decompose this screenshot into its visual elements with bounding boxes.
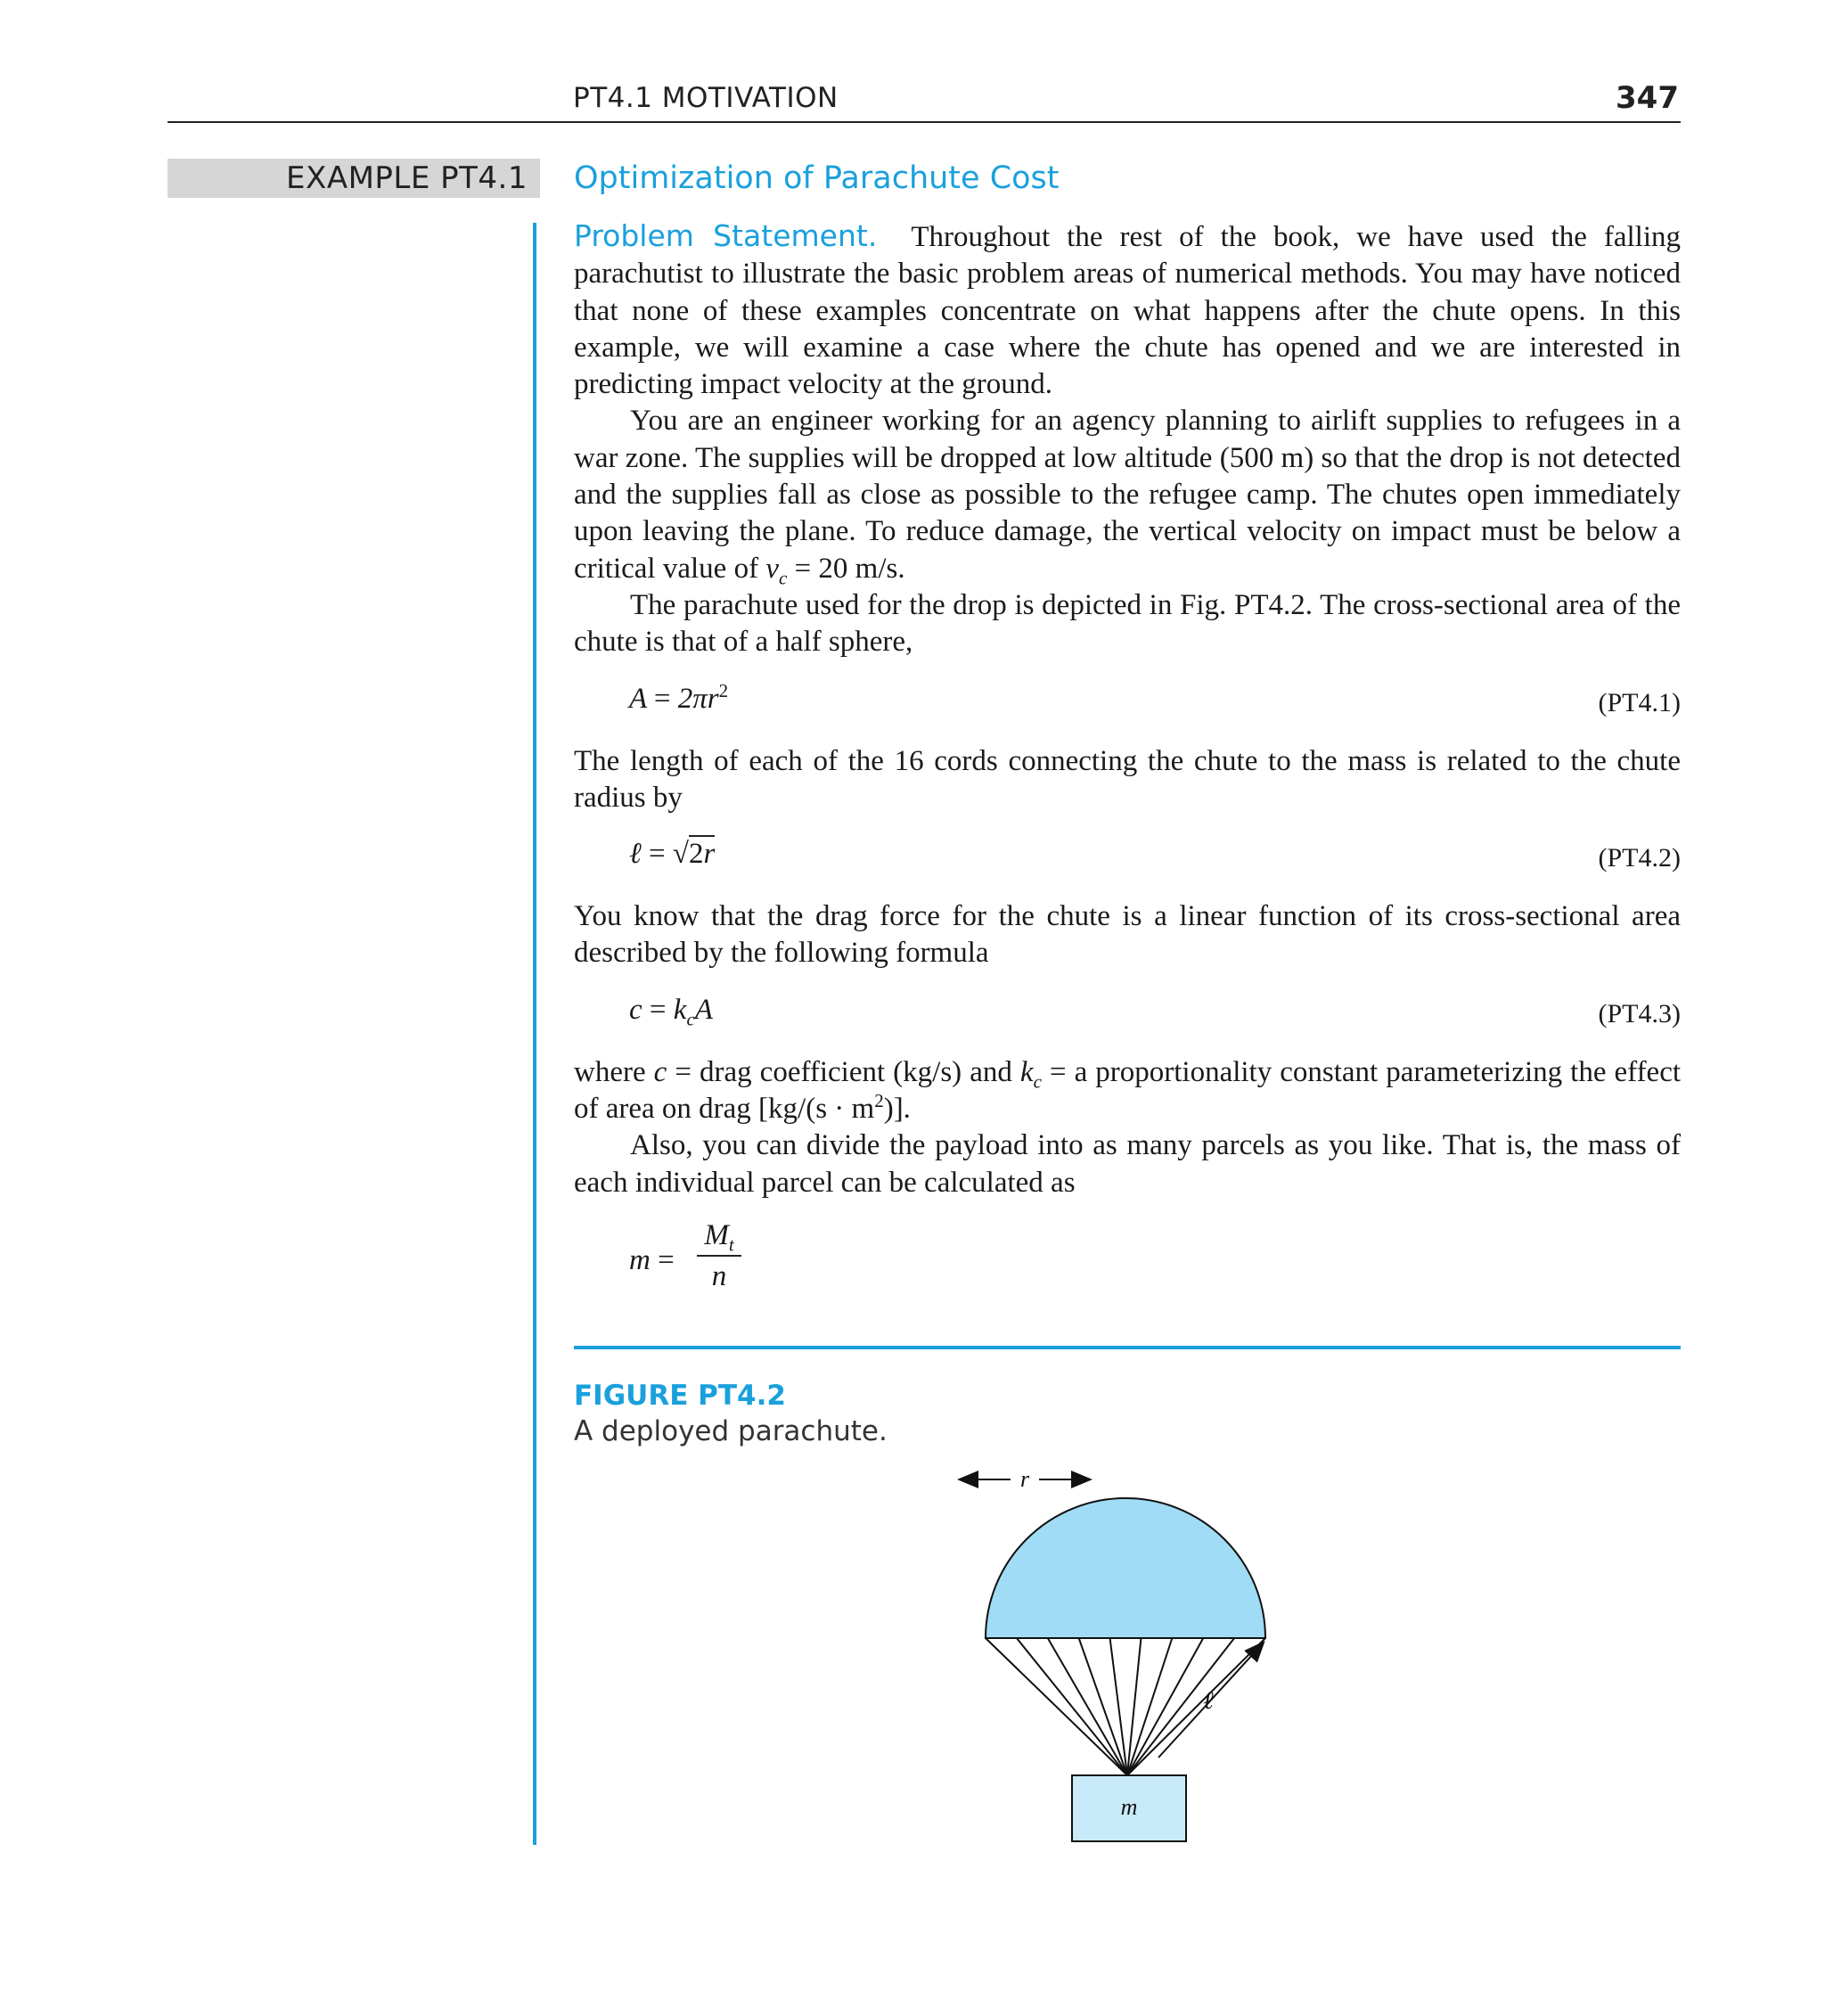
paragraph-problem-statement — [574, 217, 1681, 403]
parachute-diagram — [936, 1453, 1292, 1863]
page-number: 347 — [1616, 80, 1679, 116]
suspension-cords — [986, 1638, 1265, 1775]
suspension-cord — [1110, 1638, 1127, 1775]
figure-label: FIGURE PT4.2 — [574, 1380, 786, 1412]
paragraph-2-end: = 20 m/s. — [787, 552, 905, 585]
equation-parcel-mass-lhs: m = — [629, 1243, 675, 1276]
paragraph-5: You know that the drag force for the chute is a linear function of its cross-sectional area described by the following formula — [574, 900, 1681, 970]
paragraph-2-text: You are an engineer working for an agency planning to airlift supplies to refugees in a war zone. The supplies will be dropped at low altitude (500 m) so that the drop is not detected and the supplies fall as close as possible to the refugee camp. The chutes open immediately upon leaving the plane. To reduce damage, the vertical velocity on impact must be below a critical value of — [574, 405, 1681, 585]
equation-parcel-mass-fraction: $\frac{M_t}{n}$ — [697, 1216, 741, 1296]
example-label-box — [168, 159, 540, 198]
suspension-cord — [1127, 1638, 1234, 1775]
mass-label: m — [1120, 1794, 1138, 1820]
paragraph-3: The parachute used for the drop is depicted in Fig. PT4.2. The cross-sectional area of the chute is that of a half sphere, — [574, 588, 1681, 659]
equation-pt4-3-number: (PT4.3) — [1598, 998, 1681, 1028]
paragraph-7: Also, you can divide the payload into as many parcels as you like. That is, the mass of each individual parcel can be calculated as — [574, 1129, 1681, 1199]
critical-velocity-symbol: $v_c$ — [765, 552, 788, 589]
example-title: Optimization of Parachute Cost — [574, 160, 1060, 196]
example-side-rule — [533, 223, 536, 1845]
figure-caption: A deployed parachute. — [574, 1415, 888, 1447]
section-title: PT4.1 MOTIVATION — [573, 82, 839, 114]
equation-pt4-2-expression: ℓ = √2r — [629, 836, 715, 873]
suspension-cord — [1127, 1638, 1265, 1775]
equation-pt4-1-expression: $A = 2\pi r^2$ — [629, 679, 729, 715]
cord-length-dimension — [1158, 1643, 1263, 1758]
paragraph-6: where c = drag coefficient (kg/s) and $k_c = a$ proportionality constant parameterizing the effect of area on drag $[kg/(s \cdot m^2)]$. — [574, 1055, 1682, 1126]
equation-pt4-3 — [574, 992, 1681, 1035]
radius-label: r — [1019, 1466, 1030, 1492]
equation-pt4-1-number: (PT4.1) — [1598, 687, 1681, 717]
equation-pt4-1 — [574, 681, 1681, 724]
paragraph-4: The length of each of the 16 cords connecting the chute to the mass is related to the chute radius by — [574, 744, 1681, 814]
suspension-cord — [1017, 1638, 1127, 1775]
paragraph-2 — [574, 403, 1681, 589]
paragraph-1-text: Throughout the rest of the book, we have used the falling parachutist to illustrate the basic problem areas of numerical methods. You may have noticed that none of these examples concentrate on what happens after the chute opens. In this example, we will examine a case where the chute has opened and we are interested in predicting impact velocity at the ground. — [574, 221, 1681, 401]
suspension-cord — [1048, 1638, 1127, 1775]
equation-pt4-3-expression: $c = k_cA$ — [629, 993, 713, 1030]
figure-top-rule — [574, 1346, 1681, 1349]
problem-statement-lead: Problem Statement. — [574, 218, 878, 253]
canopy — [986, 1498, 1265, 1638]
example-label: EXAMPLE PT4.1 — [286, 160, 528, 196]
suspension-cord — [986, 1638, 1127, 1775]
suspension-cord — [1079, 1638, 1127, 1775]
radius-dimension — [961, 1466, 1089, 1492]
body-text — [574, 217, 1681, 1308]
running-header — [168, 82, 1681, 123]
equation-pt4-2 — [574, 836, 1681, 879]
equation-parcel-mass — [574, 1216, 1681, 1308]
cord-length-label: ℓ — [1203, 1687, 1214, 1715]
equation-pt4-2-number: (PT4.2) — [1598, 843, 1681, 873]
